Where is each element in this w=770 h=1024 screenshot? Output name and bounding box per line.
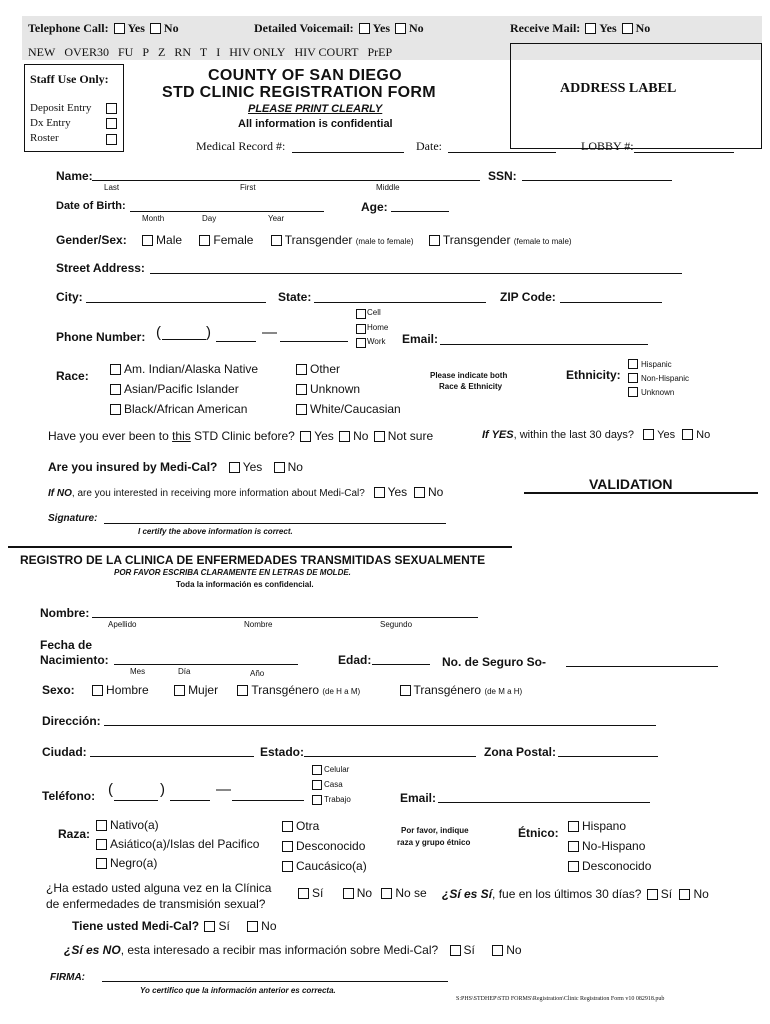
- certifico-text: Yo certifico que la información anterior es correcta.: [140, 986, 336, 995]
- male-checkbox[interactable]: [142, 235, 153, 246]
- non-hispanic-label: Non-Hispanic: [641, 374, 690, 383]
- edad-line[interactable]: [372, 664, 430, 665]
- address-label-text: ADDRESS LABEL: [560, 81, 677, 96]
- state-line[interactable]: [314, 302, 486, 303]
- hispanic-checkbox[interactable]: [628, 359, 638, 369]
- non-hispanic-checkbox[interactable]: [628, 373, 638, 383]
- first-hint: First: [240, 183, 256, 192]
- info-yes-checkbox[interactable]: [374, 487, 385, 498]
- q1-line-2: de enfermedades de transmisión sexual?: [46, 897, 266, 911]
- if-yes-rest-text: , within the last 30 days?: [513, 429, 635, 441]
- tel-dash: —: [216, 781, 231, 798]
- been-no-checkbox[interactable]: [339, 431, 350, 442]
- tel-area-line[interactable]: [114, 800, 158, 801]
- medical-record-label: Medical Record #:: [196, 139, 286, 153]
- race-asian-checkbox[interactable]: [110, 384, 121, 395]
- been-this-text: this: [172, 429, 191, 443]
- si-es-si-text: ¿Sí es Sí: [442, 887, 493, 901]
- info-spanish-row: [64, 943, 522, 957]
- dx-entry-label: Dx Entry: [30, 117, 71, 129]
- ethnicity-label: Ethnicity:: [566, 368, 621, 382]
- ciudad-label: Ciudad:: [42, 745, 87, 759]
- si-label: Sí: [660, 887, 673, 901]
- visit-codes: [28, 45, 392, 60]
- been-yes-checkbox[interactable]: [300, 431, 311, 442]
- trans-hm-checkbox[interactable]: [237, 685, 248, 696]
- nose-label: No se: [395, 886, 427, 900]
- footer-path: S:PHS\STDHEP\STD FORMS\Registration\Clinic Registration Form v10 082918.pub: [456, 996, 665, 1002]
- insured-no-checkbox[interactable]: [274, 462, 285, 473]
- si-label: Sí: [218, 919, 230, 933]
- no-label: No: [693, 887, 709, 901]
- si-label: Sí: [463, 943, 475, 957]
- roster-label: Roster: [30, 132, 59, 144]
- male-label: Male: [156, 233, 183, 247]
- dia-hint: Día: [178, 667, 191, 676]
- deposit-entry-checkbox[interactable]: [106, 103, 117, 114]
- race-note-1: Please indicate both: [430, 371, 508, 380]
- caucasico-label: Caucásico(a): [296, 859, 367, 873]
- trabajo-checkbox[interactable]: [312, 795, 322, 805]
- race-unknown-label: Unknown: [310, 382, 361, 396]
- lobby-label: LOBBY #:: [581, 139, 634, 153]
- certify-text: I certify the above information is correct.: [138, 527, 293, 536]
- validation-line[interactable]: [524, 492, 758, 494]
- q2-row: [442, 887, 709, 901]
- nombre-line[interactable]: [92, 617, 478, 618]
- gender-label: Gender/Sex:: [56, 233, 127, 247]
- hispano-label: Hispano: [582, 819, 627, 833]
- mujer-checkbox[interactable]: [174, 685, 185, 696]
- trans-hm-label: Transgénero: [251, 683, 320, 697]
- race-note-2: Race & Ethnicity: [439, 382, 503, 391]
- phone-label: Phone Number:: [56, 330, 146, 344]
- direccion-label: Dirección:: [42, 714, 101, 728]
- been-not-sure-checkbox[interactable]: [374, 431, 385, 442]
- mujer-label: Mujer: [188, 683, 219, 697]
- no-label: No: [356, 886, 373, 900]
- street-line[interactable]: [150, 273, 682, 274]
- email-line[interactable]: [440, 344, 648, 345]
- code-p[interactable]: P: [142, 45, 150, 59]
- etnico-options: [566, 816, 651, 876]
- desconocido-checkbox[interactable]: [282, 841, 293, 852]
- city-line[interactable]: [86, 302, 266, 303]
- name-label: Name:: [56, 169, 93, 183]
- nativo-label: Nativo(a): [110, 818, 159, 832]
- dob-label: Date of Birth:: [56, 200, 126, 212]
- si-es-no-rest: , esta interesado a recibir mas información sobre Medi-Cal?: [120, 943, 439, 957]
- race-options-col1: [108, 359, 258, 419]
- apellido-hint: Apellido: [108, 620, 137, 629]
- celular-checkbox[interactable]: [312, 765, 322, 775]
- telephone-yes-checkbox[interactable]: [114, 23, 125, 34]
- q1-si-checkbox[interactable]: [298, 888, 309, 899]
- been-pre-text: Have you ever been to: [48, 429, 169, 443]
- info-si-checkbox[interactable]: [450, 945, 461, 956]
- medi-cal-row: [48, 460, 303, 474]
- work-label: Work: [367, 337, 386, 346]
- phone-area-paren-open: (: [156, 324, 161, 341]
- etnico-desconocido-checkbox[interactable]: [568, 861, 579, 872]
- no-label: No: [506, 943, 522, 957]
- if-yes-text: If YES: [482, 429, 514, 441]
- race-am-indian-checkbox[interactable]: [110, 364, 121, 375]
- hispano-checkbox[interactable]: [568, 821, 579, 832]
- header-form-title: STD CLINIC REGISTRATION FORM: [162, 84, 436, 101]
- nativo-checkbox[interactable]: [96, 820, 107, 831]
- no-label: No: [409, 21, 424, 35]
- work-checkbox[interactable]: [356, 338, 366, 348]
- phone-prefix-line[interactable]: [216, 341, 256, 342]
- seguro-label: No. de Seguro So-: [442, 655, 547, 669]
- zona-line[interactable]: [558, 756, 658, 757]
- mes-hint: Mes: [130, 667, 146, 676]
- hispanic-label: Hispanic: [641, 360, 672, 369]
- trans-fm-checkbox[interactable]: [429, 235, 440, 246]
- sexo-row: [42, 683, 522, 697]
- code-prep[interactable]: PrEP: [367, 45, 393, 59]
- insured-question: Are you insured by Medi-Cal?: [48, 460, 218, 474]
- yes-label: Yes: [314, 429, 334, 443]
- phone-dash: —: [262, 324, 277, 341]
- race-black-label: Black/African American: [124, 402, 248, 416]
- trans-hm-note: (de H a M): [322, 687, 361, 696]
- spanish-title: REGISTRO DE LA CLINICA DE ENFERMEDADES TRANSMITIDAS SEXUALMENTE: [20, 553, 486, 567]
- negro-checkbox[interactable]: [96, 858, 107, 869]
- yes-label: Yes: [242, 460, 263, 474]
- dx-entry-checkbox[interactable]: [106, 118, 117, 129]
- age-line[interactable]: [391, 211, 449, 212]
- yes-label: Yes: [127, 21, 145, 35]
- trans-mh-label: Transgénero: [413, 683, 482, 697]
- month-hint: Month: [142, 214, 165, 223]
- no-hispano-label: No-Hispano: [582, 839, 646, 853]
- spanish-sub1: POR FAVOR ESCRIBA CLARAMENTE EN LETRAS DE MOLDE.: [114, 568, 351, 577]
- estado-label: Estado:: [260, 745, 305, 759]
- trans-mh-note: (de M a H): [484, 687, 523, 696]
- zip-label: ZIP Code:: [500, 290, 556, 304]
- insured-yes-checkbox[interactable]: [229, 462, 240, 473]
- negro-label: Negro(a): [110, 856, 158, 870]
- fecha-label-1: Fecha de: [40, 638, 93, 652]
- q1-answers: [296, 886, 427, 900]
- receive-mail-label: Receive Mail:: [510, 21, 581, 35]
- tel-prefix-line[interactable]: [170, 800, 210, 801]
- if-no-rest-text: , are you interested in receiving more information about Medi-Cal?: [71, 488, 365, 499]
- spanish-sub2: Toda la información es confidencial.: [176, 580, 314, 589]
- etnico-desconocido-label: Desconocido: [582, 859, 652, 873]
- eth-unknown-label: Unknown: [641, 388, 675, 397]
- female-checkbox[interactable]: [199, 235, 210, 246]
- header-print-clearly: PLEASE PRINT CLEARLY: [248, 103, 383, 115]
- race-other-label: Other: [310, 362, 341, 376]
- mail-no-checkbox[interactable]: [622, 23, 633, 34]
- signature-label: Signature:: [48, 513, 98, 524]
- trans-mh-checkbox[interactable]: [400, 685, 411, 696]
- fecha-line[interactable]: [114, 664, 298, 665]
- name-line[interactable]: [92, 180, 480, 181]
- telephone-call-label: Telephone Call:: [28, 21, 109, 35]
- street-label: Street Address:: [56, 261, 145, 275]
- receive-mail-row: [510, 21, 650, 36]
- trans-mf-checkbox[interactable]: [271, 235, 282, 246]
- trans-fm-label: Transgender: [442, 233, 511, 247]
- date-line[interactable]: [448, 152, 556, 153]
- spanish-email-line[interactable]: [438, 802, 650, 803]
- nombre-label: Nombre:: [40, 606, 90, 620]
- middle-hint: Middle: [376, 183, 400, 192]
- zona-label: Zona Postal:: [484, 745, 557, 759]
- ssn-line[interactable]: [522, 180, 672, 181]
- q2-no-checkbox[interactable]: [679, 889, 690, 900]
- seguro-line[interactable]: [566, 666, 718, 667]
- race-white-checkbox[interactable]: [296, 404, 307, 415]
- code-fu[interactable]: FU: [118, 45, 134, 59]
- medical-record-line[interactable]: [292, 152, 404, 153]
- staff-use-title: Staff Use Only:: [30, 72, 109, 86]
- no-label: No: [287, 460, 303, 474]
- ciudad-line[interactable]: [90, 756, 254, 757]
- date-label: Date:: [416, 139, 442, 153]
- dob-line[interactable]: [130, 211, 324, 212]
- race-other-checkbox[interactable]: [296, 364, 307, 375]
- yes-label: Yes: [657, 429, 676, 441]
- phone-area-line[interactable]: [162, 339, 206, 340]
- asiatico-checkbox[interactable]: [96, 839, 107, 850]
- signature-line[interactable]: [104, 523, 446, 524]
- trans-mf-note: (male to female): [355, 237, 414, 246]
- no-label: No: [427, 485, 444, 499]
- code-t[interactable]: T: [199, 45, 208, 59]
- medi-cal-info-row: [48, 485, 443, 499]
- estado-line[interactable]: [304, 756, 476, 757]
- header-county: COUNTY OF SAN DIEGO: [208, 67, 402, 84]
- ssn-label: SSN:: [488, 169, 517, 183]
- casa-label: Casa: [324, 780, 343, 789]
- no-label: No: [635, 21, 651, 35]
- been-before-row: [48, 429, 433, 443]
- code-over30[interactable]: OVER30: [64, 45, 109, 59]
- raza-options-col2: [280, 816, 367, 876]
- last-hint: Last: [104, 183, 120, 192]
- city-label: City:: [56, 290, 83, 304]
- medical-si-checkbox[interactable]: [204, 921, 215, 932]
- yes-label: Yes: [599, 21, 617, 35]
- q1-no-checkbox[interactable]: [343, 888, 354, 899]
- no-label: No: [353, 429, 369, 443]
- code-z[interactable]: Z: [158, 45, 166, 59]
- zip-line[interactable]: [560, 302, 662, 303]
- si-label: Sí: [312, 886, 324, 900]
- code-rn[interactable]: RN: [174, 45, 192, 59]
- trans-fm-note: (female to male): [513, 237, 572, 246]
- race-black-checkbox[interactable]: [110, 404, 121, 415]
- medical-spanish-question: Tiene usted Medi-Cal?: [72, 919, 200, 933]
- otra-checkbox[interactable]: [282, 821, 293, 832]
- tel-number-line[interactable]: [232, 800, 304, 801]
- ethnicity-options: [626, 358, 689, 400]
- segundo-hint: Segundo: [380, 620, 413, 629]
- trabajo-label: Trabajo: [324, 795, 351, 804]
- code-hiv-court[interactable]: HIV COURT: [294, 45, 359, 59]
- voicemail-row: [254, 21, 424, 36]
- info-no-checkbox[interactable]: [414, 487, 425, 498]
- direccion-line[interactable]: [104, 725, 656, 726]
- validation-label: VALIDATION: [589, 476, 673, 492]
- voicemail-yes-checkbox[interactable]: [359, 23, 370, 34]
- no-label: No: [163, 21, 179, 35]
- raza-label: Raza:: [58, 827, 91, 841]
- hombre-checkbox[interactable]: [92, 685, 103, 696]
- q2-si-checkbox[interactable]: [647, 889, 658, 900]
- yes-label: Yes: [387, 485, 408, 499]
- q1-line-1: ¿Ha estado usted alguna vez en la Clínica: [46, 881, 272, 895]
- voicemail-label: Detailed Voicemail:: [254, 21, 354, 35]
- raza-note-1: Por favor, indique: [401, 826, 469, 835]
- firma-label: FIRMA:: [50, 972, 85, 983]
- edad-label: Edad:: [338, 653, 372, 667]
- gender-row: [56, 233, 572, 247]
- tel-paren-close: ): [160, 781, 165, 798]
- medical-no-checkbox[interactable]: [247, 921, 258, 932]
- last30-yes-checkbox[interactable]: [643, 429, 654, 440]
- etnico-label: Étnico:: [518, 826, 559, 840]
- firma-line[interactable]: [102, 981, 448, 982]
- telephone-call-row: [28, 21, 179, 36]
- q1-nose-checkbox[interactable]: [381, 888, 392, 899]
- been-post-text: STD Clinic before?: [194, 429, 295, 443]
- caucasico-checkbox[interactable]: [282, 861, 293, 872]
- home-checkbox[interactable]: [356, 324, 366, 334]
- race-am-indian-label: Am. Indian/Alaska Native: [124, 362, 259, 376]
- tel-paren-open: (: [108, 781, 113, 798]
- race-options-col2: [294, 359, 401, 419]
- section-divider: [8, 546, 512, 548]
- phone-number-line[interactable]: [280, 341, 348, 342]
- female-label: Female: [213, 233, 254, 247]
- last30-no-checkbox[interactable]: [682, 429, 693, 440]
- voicemail-no-checkbox[interactable]: [395, 23, 406, 34]
- race-label: Race:: [56, 369, 89, 383]
- if-no-text: If NO: [48, 488, 72, 499]
- email-label: Email:: [402, 332, 439, 346]
- yes-label: Yes: [372, 21, 390, 35]
- race-white-label: White/Caucasian: [310, 402, 401, 416]
- telephone-no-checkbox[interactable]: [150, 23, 161, 34]
- medical-spanish-row: [72, 919, 277, 933]
- trans-mf-label: Transgender: [284, 233, 353, 247]
- home-label: Home: [367, 323, 389, 332]
- si-es-no-text: ¿Sí es NO: [64, 943, 121, 957]
- phone-area-paren-close: ): [206, 324, 211, 341]
- fecha-label-2: Nacimiento:: [40, 653, 109, 667]
- deposit-entry-label: Deposit Entry: [30, 102, 92, 114]
- day-hint: Day: [202, 214, 217, 223]
- hombre-label: Hombre: [106, 683, 149, 697]
- raza-options-col1: [94, 816, 259, 873]
- si-es-si-rest: , fue en los últimos 30 días?: [492, 887, 642, 901]
- telefono-label: Teléfono:: [42, 789, 96, 803]
- code-i[interactable]: I: [216, 45, 221, 59]
- eth-unknown-checkbox[interactable]: [628, 387, 638, 397]
- race-asian-label: Asian/Pacific Islander: [124, 382, 239, 396]
- info-no-spanish-checkbox[interactable]: [492, 945, 503, 956]
- desconocido-label: Desconocido: [296, 839, 366, 853]
- sexo-label: Sexo:: [42, 683, 75, 697]
- asiatico-label: Asiático(a)/Islas del Pacifico: [110, 837, 260, 851]
- roster-checkbox[interactable]: [106, 134, 117, 145]
- no-label: No: [261, 919, 277, 933]
- header-confidential: All information is confidential: [238, 118, 393, 130]
- cell-checkbox[interactable]: [356, 309, 366, 319]
- nombre-hint: Nombre: [244, 620, 273, 629]
- raza-note-2: raza y grupo étnico: [397, 838, 471, 847]
- code-new[interactable]: NEW: [28, 45, 56, 59]
- casa-checkbox[interactable]: [312, 780, 322, 790]
- cell-label: Cell: [367, 308, 381, 317]
- age-label: Age:: [361, 200, 388, 214]
- ano-hint: Año: [250, 669, 265, 678]
- lobby-line[interactable]: [634, 152, 734, 153]
- no-label: No: [696, 429, 711, 441]
- race-unknown-checkbox[interactable]: [296, 384, 307, 395]
- year-hint: Year: [268, 214, 285, 223]
- no-hispano-checkbox[interactable]: [568, 841, 579, 852]
- last-30-days-row: [482, 429, 710, 441]
- state-label: State:: [278, 290, 312, 304]
- mail-yes-checkbox[interactable]: [585, 23, 596, 34]
- celular-label: Celular: [324, 765, 350, 774]
- not-sure-label: Not sure: [387, 429, 434, 443]
- spanish-email-label: Email:: [400, 791, 437, 805]
- otra-label: Otra: [296, 819, 320, 833]
- code-hiv-only[interactable]: HIV ONLY: [229, 45, 286, 59]
